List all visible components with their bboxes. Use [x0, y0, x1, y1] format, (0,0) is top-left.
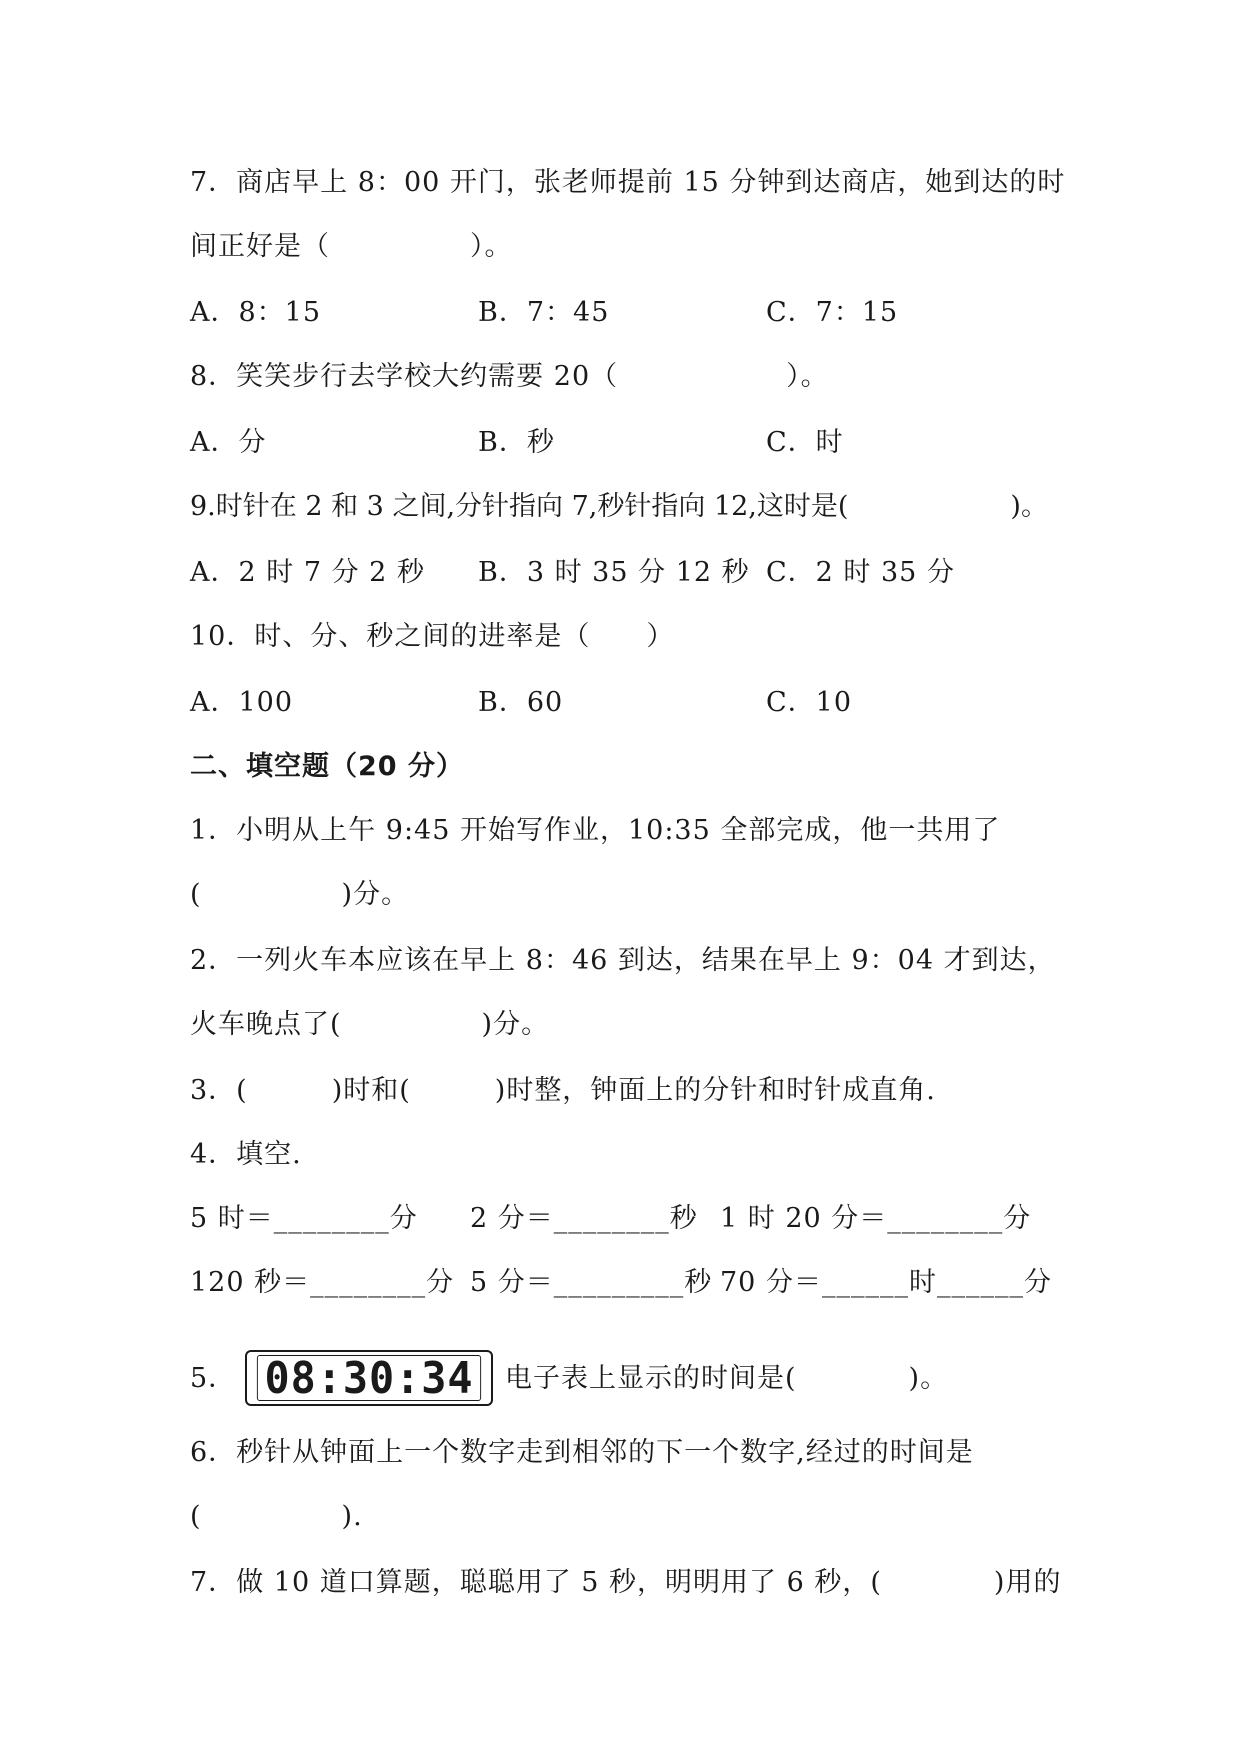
question-8-option-c: C．时 — [766, 427, 844, 458]
fill-q4: 4．填空. — [190, 1139, 302, 1170]
fill-q4-row1-item1: 5 时＝________分 — [190, 1203, 418, 1234]
question-7-option-c: C．7：15 — [766, 297, 899, 328]
question-9-option-c: C．2 时 35 分 — [766, 557, 955, 588]
fill-q6-line-2: ( ). — [190, 1501, 363, 1532]
question-10-option-b: B．60 — [478, 687, 564, 718]
fill-q6-line-1: 6．秒针从钟面上一个数字走到相邻的下一个数字,经过的时间是 — [190, 1437, 974, 1468]
fill-q4-row2-item2: 5 分＝_________秒 — [470, 1267, 713, 1298]
question-10-option-c: C．10 — [766, 687, 853, 718]
question-7-line-1: 7．商店早上 8：00 开门，张老师提前 15 分钟到达商店，她到达的时 — [190, 167, 1066, 198]
fill-q1-line-1: 1．小明从上午 9:45 开始写作业，10:35 全部完成，他一共用了 — [190, 815, 1001, 846]
fill-q4-row1-item2: 2 分＝________秒 — [470, 1203, 698, 1234]
question-10-line-1: 10．时、分、秒之间的进率是（ ） — [190, 621, 675, 652]
question-9-option-a: A．2 时 7 分 2 秒 — [190, 557, 425, 588]
question-7-option-b: B．7：45 — [478, 297, 610, 328]
fill-q5-number: 5． — [190, 1363, 237, 1394]
digital-clock — [245, 1350, 493, 1406]
question-10-option-a: A．100 — [190, 687, 294, 718]
question-9-option-b: B．3 时 35 分 12 秒 — [478, 557, 750, 588]
question-8-option-a: A．分 — [190, 427, 267, 458]
section-title: 二、填空题（20 分） — [190, 751, 464, 782]
question-8-line-1: 8．笑笑步行去学校大约需要 20（ ）。 — [190, 361, 829, 392]
fill-q3: 3．( )时和( )时整，钟面上的分针和时针成直角. — [190, 1075, 936, 1106]
question-9-line-1: 9.时针在 2 和 3 之间,分针指向 7,秒针指向 12,这时是( )。 — [190, 491, 1048, 522]
fill-q4-row1-item3: 1 时 20 分＝________分 — [720, 1203, 1032, 1234]
question-8-option-b: B．秒 — [478, 427, 555, 458]
fill-q2-line-1: 2．一列火车本应该在早上 8：46 到达，结果在早上 9：04 才到达， — [190, 945, 1056, 976]
question-7-line-2: 间正好是（ ）。 — [190, 231, 513, 262]
fill-q4-row2-item1: 120 秒＝________分 — [190, 1267, 455, 1298]
fill-q5-text: 电子表上显示的时间是( )。 — [505, 1363, 949, 1394]
fill-q4-row2-item3: 70 分＝______时______分 — [720, 1267, 1052, 1298]
question-7-option-a: A．8：15 — [190, 297, 322, 328]
fill-q7-line-1: 7．做 10 道口算题，聪聪用了 5 秒，明明用了 6 秒，( )用的 — [190, 1567, 1062, 1598]
fill-q1-line-2: ( )分。 — [190, 879, 410, 910]
fill-q2-line-2: 火车晚点了( )分。 — [190, 1009, 550, 1040]
digital-clock-display: 08:30:34 — [257, 1355, 481, 1401]
